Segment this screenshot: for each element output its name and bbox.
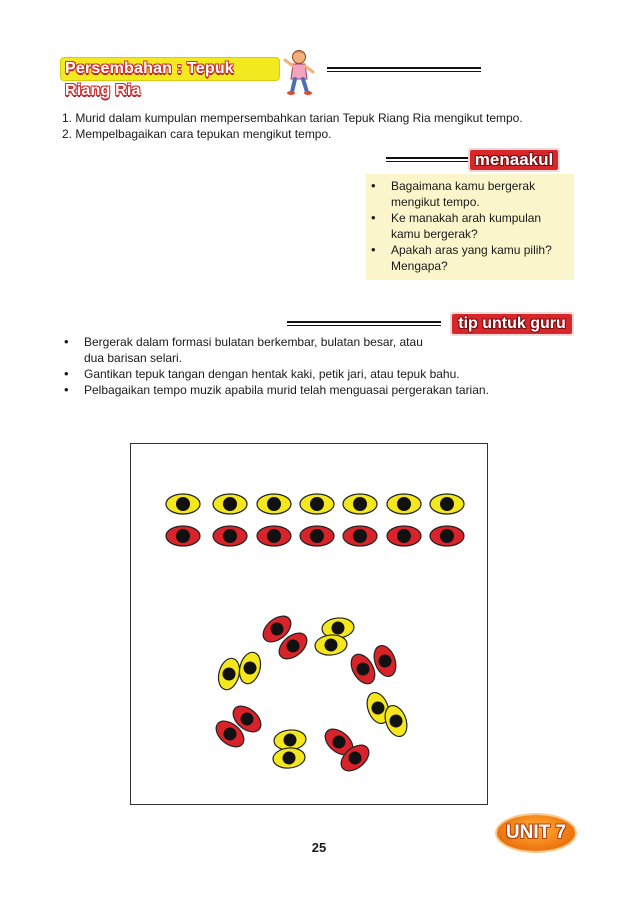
tips-rule — [287, 321, 441, 323]
section-title-badge — [61, 58, 279, 99]
tips-item: • Pelbagaikan tempo muzik apabila murid telah menguasai pergerakan tarian. — [62, 382, 542, 398]
dancing-child-icon — [282, 48, 318, 96]
think-item: • Bagaimana kamu bergerak mengikut tempo. — [369, 178, 569, 210]
tips-rule-thin — [287, 325, 441, 326]
unit-label: UNIT 7 — [505, 822, 567, 843]
tips-title-badge — [450, 312, 574, 336]
header-rule-thin — [327, 71, 481, 72]
tips-title: tip untuk guru — [458, 315, 566, 332]
section-title: Persembahan : Tepuk Riang Ria — [65, 60, 234, 99]
formation-svg — [131, 444, 487, 804]
tips-item: • Gantikan tepuk tangan dengan hentak kaki, petik jari, atau tepuk bahu. — [62, 366, 542, 382]
circle-formation — [211, 611, 411, 776]
think-rule — [386, 157, 468, 159]
think-title: menaakul — [474, 150, 554, 169]
tips-list — [62, 334, 542, 398]
page-number: 25 — [311, 840, 327, 855]
think-item: • Ke manakah arah kumpulan kamu bergerak? — [369, 210, 569, 242]
think-rule-thin — [386, 161, 468, 162]
unit-badge — [497, 815, 575, 851]
formation-diagram — [130, 443, 488, 805]
step-item: 2. Mempelbagaikan cara tepukan mengikut tempo. — [62, 127, 332, 141]
parallel-row-red — [166, 526, 464, 546]
step-item: 1. Murid dalam kumpulan mempersembahkan tarian Tepuk Riang Ria mengikut tempo. — [62, 111, 523, 125]
steps-list — [62, 110, 523, 142]
think-title-badge — [468, 148, 560, 172]
tips-item: • Bergerak dalam formasi bulatan berkembar, bulatan besar, atau dua barisan selari. — [62, 334, 444, 366]
think-item: • Apakah aras yang kamu pilih? Mengapa? — [369, 242, 569, 274]
parallel-row-yellow — [166, 494, 464, 514]
think-list — [369, 178, 569, 274]
header-rule — [327, 67, 481, 69]
think-box — [366, 174, 574, 280]
